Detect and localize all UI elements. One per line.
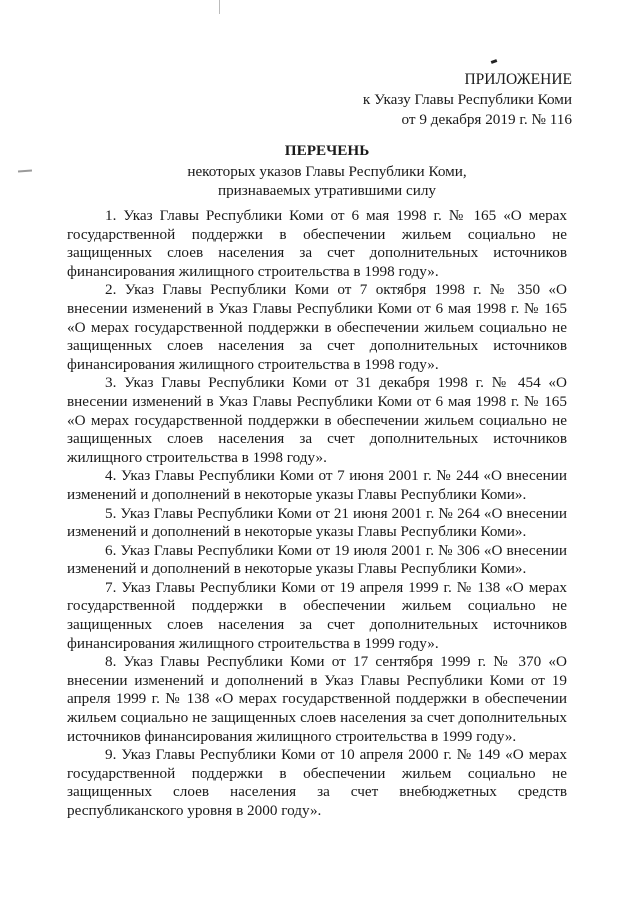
document-title-block xyxy=(0,141,640,200)
decree-list xyxy=(67,207,567,821)
appendix-header xyxy=(363,70,572,130)
appendix-label: ПРИЛОЖЕНИЕ xyxy=(464,71,572,88)
appendix-reference: к Указу Главы Республики Коми xyxy=(362,91,572,108)
decree-item-3: 3. Указ Главы Республики Коми от 31 декабря 1998 г. № 454 «О внесении изменений в Указ Главы Республики Коми от 6 мая 1998 г. № 165 «О мерах государственной поддержки в обеспечении жильем социально не защищенных слоев населения за счет дополнительных источников жилищного строительства в 1998 году». xyxy=(67,374,567,466)
decree-item-2: 2. Указ Главы Республики Коми от 7 октября 1998 г. № 350 «О внесении изменений в Указ Главы Республики Коми от 6 мая 1998 г. № 165 «О мерах государственной поддержки в обеспечении жильем социально не защищенных слоев населения за счет дополнительных источников финансирования жилищного строительства в 1998 году». xyxy=(67,281,567,373)
scan-artifact-tick xyxy=(491,59,498,64)
decree-item-4: 4. Указ Главы Республики Коми от 7 июня 2001 г. № 244 «О внесении изменений и дополнений в некоторые указы Главы Республики Коми». xyxy=(67,467,567,503)
appendix-date: от 9 декабря 2019 г. № 116 xyxy=(401,111,572,128)
decree-item-1: 1. Указ Главы Республики Коми от 6 мая 1998 г. № 165 «О мерах государственной поддержки в обеспечении жильем социально не защищенных слоев населения за счет дополнительных источников финансирования жилищного строительства в 1998 году». xyxy=(67,207,567,280)
document-subtitle-line-1: некоторых указов Главы Республики Коми, xyxy=(187,163,467,180)
decree-item-7: 7. Указ Главы Республики Коми от 19 апреля 1999 г. № 138 «О мерах государственной поддержки в обеспечении жильем социально не защищенных слоев населения за счет дополнительных источников финансирования жилищного строительства в 1999 году». xyxy=(67,578,567,652)
decree-item-8: 8. Указ Главы Республики Коми от 17 сентября 1999 г. № 370 «О внесении изменений и дополнений в Указ Главы Республики Коми от 19 апреля 1999 г. № 138 «О мерах государственной поддержки в обеспечении жильем социально не защищенных слоев населения за счет дополнительных источников финансирования жилищного строительства в 1999 году». xyxy=(67,653,567,745)
document-subtitle-line-2: признаваемых утратившими силу xyxy=(217,182,437,199)
decree-item-6: 6. Указ Главы Республики Коми от 19 июля 2001 г. № 306 «О внесении изменений и дополнений в некоторые указы Главы Республики Коми». xyxy=(67,541,567,578)
scan-artifact-line xyxy=(219,0,220,14)
decree-item-5: 5. Указ Главы Республики Коми от 21 июня 2001 г. № 264 «О внесении изменений и дополнений в некоторые указы Главы Республики Коми». xyxy=(67,504,567,541)
document-title: ПЕРЕЧЕНЬ xyxy=(284,142,370,159)
decree-item-9: 9. Указ Главы Республики Коми от 10 апреля 2000 г. № 149 «О мерах государственной поддержки в обеспечении жильем социально не защищенных слоев населения за счет внебюджетных средств республиканского уровня в 2000 году». xyxy=(67,746,567,819)
